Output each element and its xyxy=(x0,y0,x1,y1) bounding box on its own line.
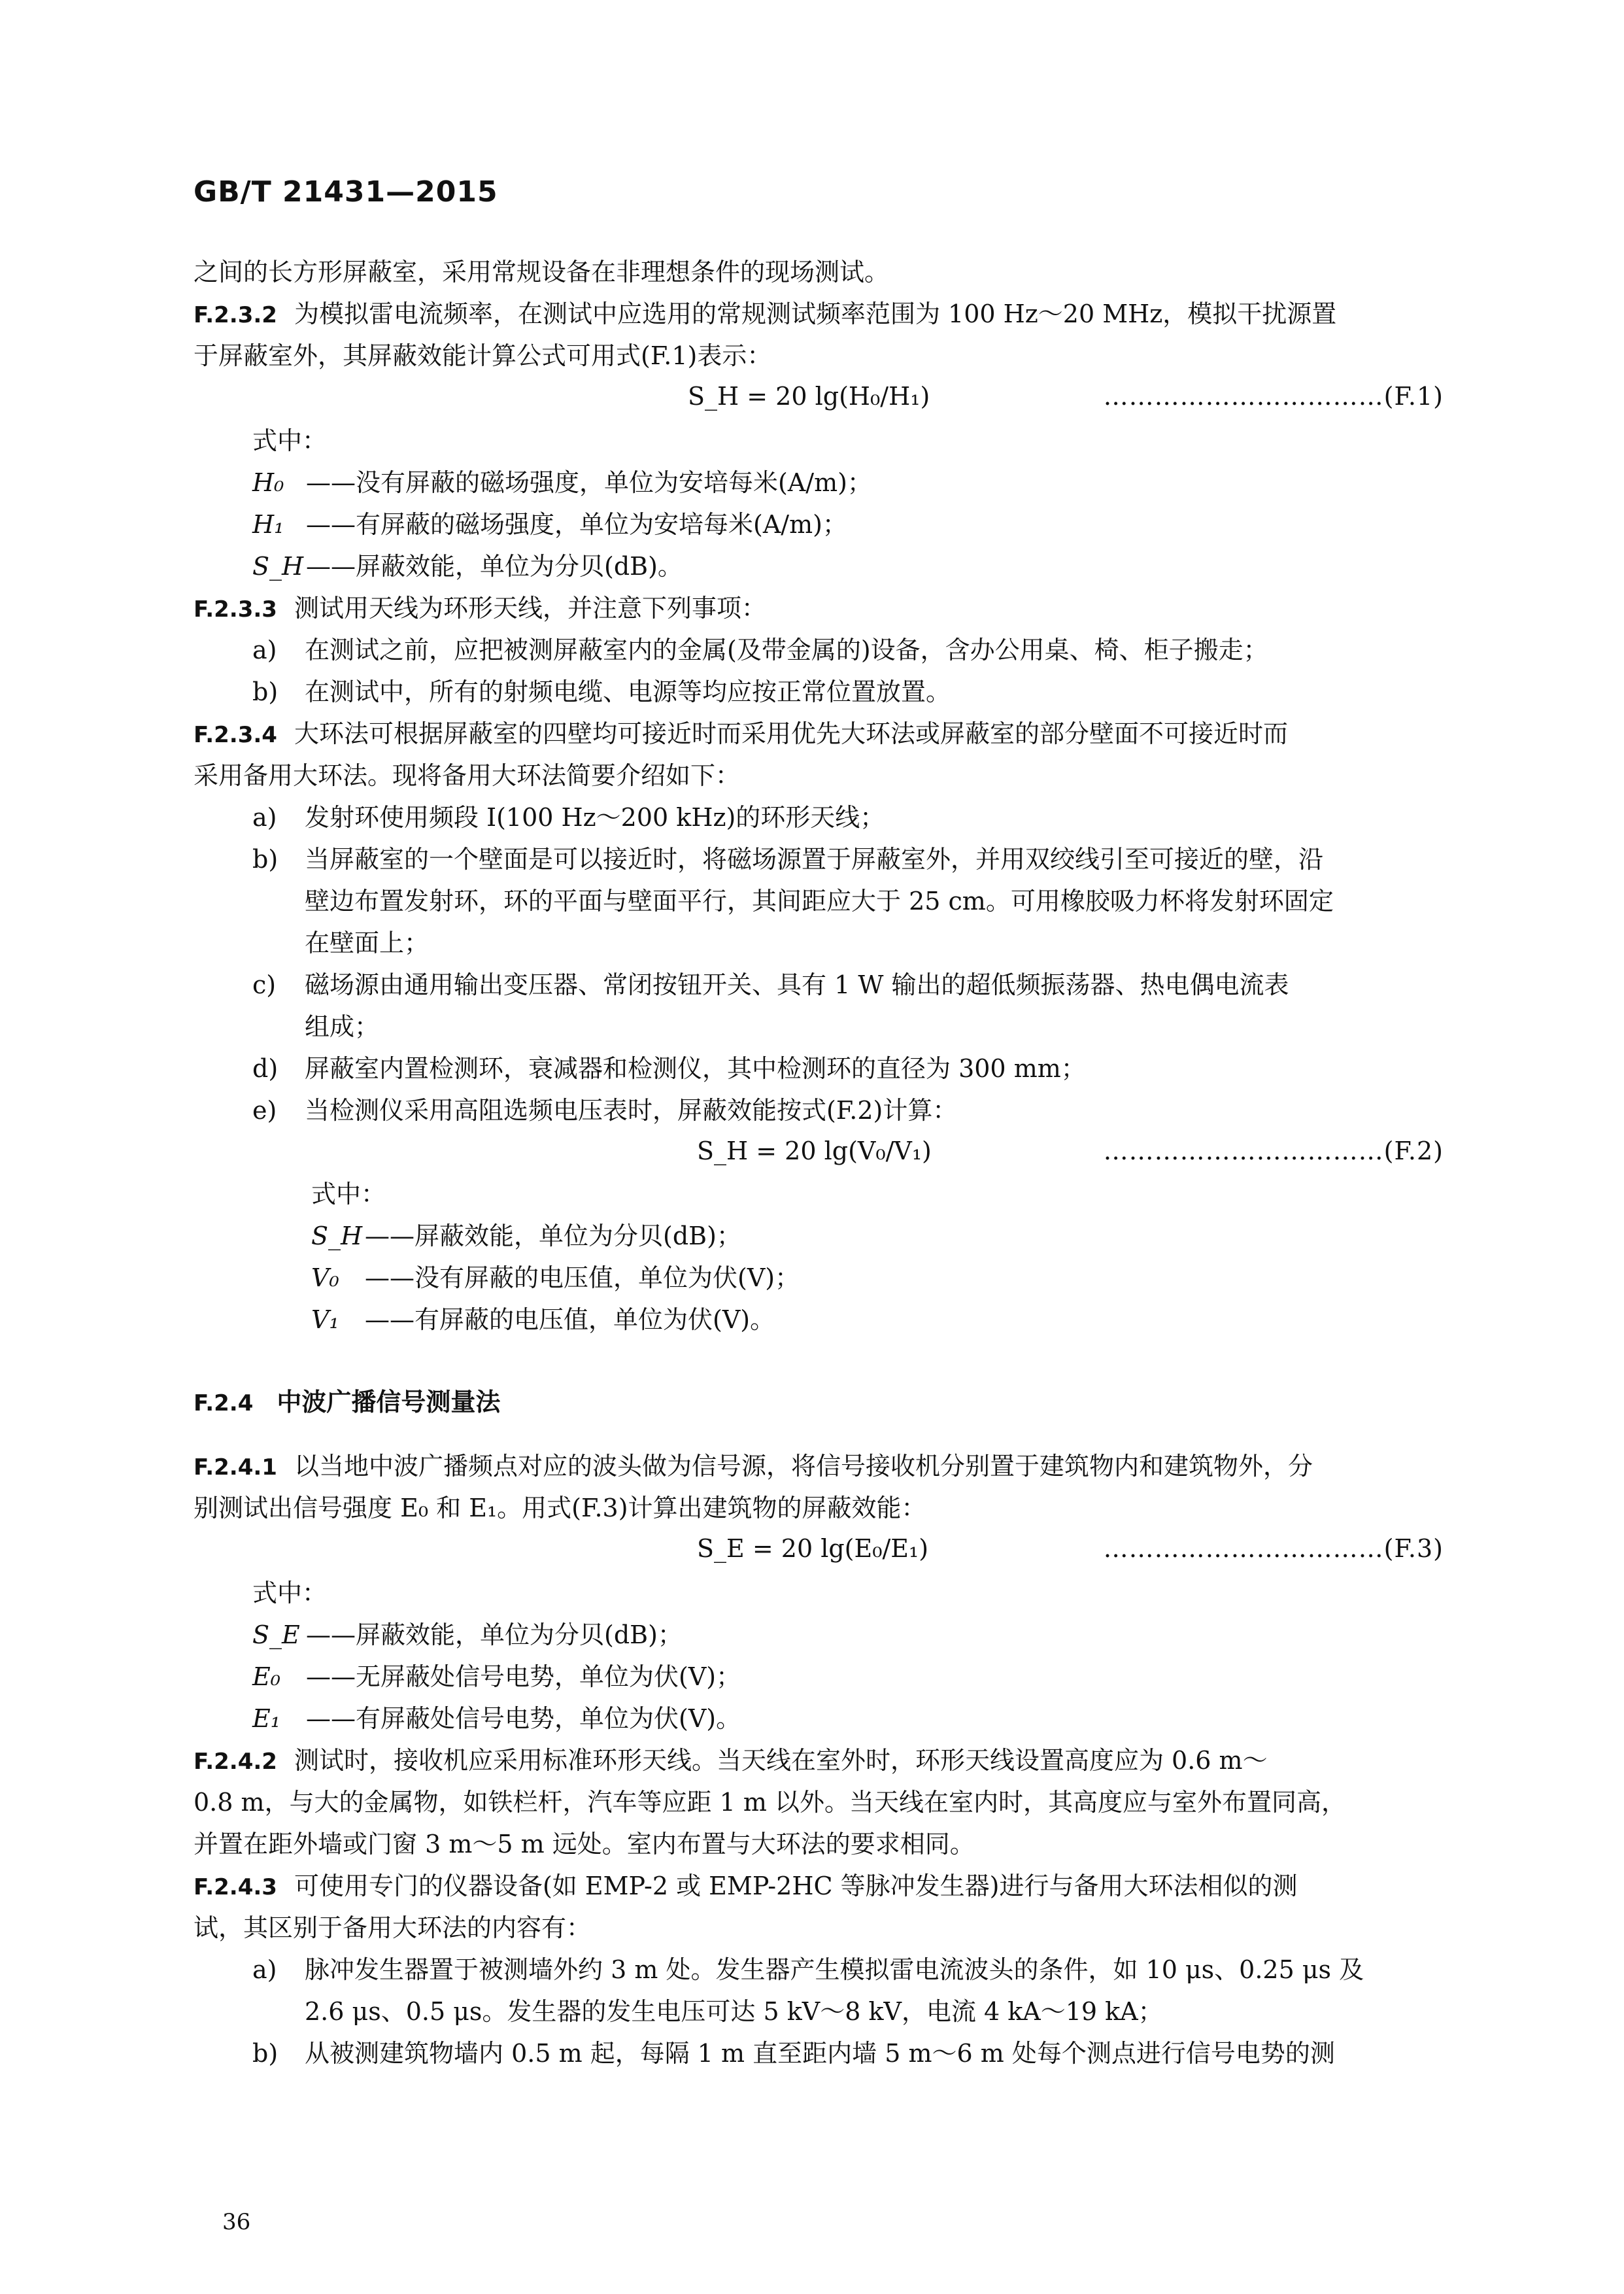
definition-line xyxy=(311,1257,1561,1299)
definition-line xyxy=(252,545,1502,587)
list-text: 从被测建筑物墙内 0.5 m 起，每隔 1 m 直至距内墙 5 m～6 m 处每个测点进行信号电势的测 xyxy=(305,2039,1335,2068)
list-marker: b) xyxy=(252,845,279,874)
list-text: 屏蔽室内置检测环，衰减器和检测仪，其中检测环的直径为 300 mm； xyxy=(305,1054,1086,1083)
definition-text: ——屏蔽效能，单位为分贝(dB)； xyxy=(365,1222,741,1250)
symbol: E₁ xyxy=(252,1704,280,1733)
formula-f1: S_H = 20 lg(H₀/H₁) xyxy=(688,382,930,411)
list-item xyxy=(252,964,1502,1006)
list-continuation: 壁边布置发射环，环的平面与壁面平行，其间距应大于 25 cm。可用橡胶吸力杯将发射环固定 xyxy=(305,887,1334,916)
symbol: S_E xyxy=(252,1620,300,1649)
definition-text: ——屏蔽效能，单位为分贝(dB)。 xyxy=(306,552,683,581)
symbol: V₁ xyxy=(311,1305,339,1334)
list-continuation: 2.6 μs、0.5 μs。发生器的发生电压可达 5 kV～8 kV，电流 4 kA～19 kA； xyxy=(305,1997,1163,2026)
list-marker: d) xyxy=(252,1054,279,1083)
definition-text: ——无屏蔽处信号电势，单位为伏(V)； xyxy=(306,1662,741,1691)
definition-line xyxy=(252,462,1502,504)
list-continuation: 在壁面上； xyxy=(305,929,430,957)
paragraph-line: 并置在距外墙或门窗 3 m～5 m 远处。室内布置与大环法的要求相同。 xyxy=(194,1830,975,1858)
paragraph-text: 为模拟雷电流频率，在测试中应选用的常规测试频率范围为 100 Hz～20 MHz，模拟干扰源置 xyxy=(294,300,1337,328)
list-item xyxy=(252,671,1502,713)
list-marker: a) xyxy=(252,636,277,664)
list-text: 发射环使用频段 I(100 Hz～200 kHz)的环形天线； xyxy=(305,803,885,832)
symbol: H₀ xyxy=(252,468,284,497)
list-marker: a) xyxy=(252,803,277,832)
list-text: 在测试之前，应把被测屏蔽室内的金属(及带金属的)设备，含办公用桌、椅、柜子搬走； xyxy=(305,636,1268,664)
clause-f243 xyxy=(194,1865,1444,1908)
list-marker: a) xyxy=(252,1955,277,1984)
list-item xyxy=(252,838,1502,880)
paragraph-line: 试，其区别于备用大环法的内容有： xyxy=(194,1913,592,1942)
clause-number: F.2.3.3 xyxy=(194,596,277,623)
paragraph-line: 采用备用大环法。现将备用大环法简要介绍如下： xyxy=(194,761,741,790)
list-marker: c) xyxy=(252,970,277,999)
clause-number: F.2.3.4 xyxy=(194,722,277,748)
definition-text: ——有屏蔽处信号电势，单位为伏(V)。 xyxy=(306,1704,741,1733)
where-label: 式中： xyxy=(252,426,328,455)
symbol: H₁ xyxy=(252,510,284,539)
clause-f241 xyxy=(194,1445,1444,1488)
where-label: 式中： xyxy=(252,1579,328,1607)
formula-f3: S_E = 20 lg(E₀/E₁) xyxy=(697,1534,929,1563)
equation-number: ……………………………(F.1) xyxy=(1103,382,1444,411)
symbol: V₀ xyxy=(311,1263,339,1292)
definition-line xyxy=(252,1656,1502,1698)
list-text: 磁场源由通用输出变压器、常闭按钮开关、具有 1 W 输出的超低频振荡器、热电偶电流表 xyxy=(305,970,1289,999)
clause-f233 xyxy=(194,587,1444,630)
clause-number: F.2.4.2 xyxy=(194,1749,277,1775)
paragraph-line: 于屏蔽室外，其屏蔽效能计算公式可用式(F.1)表示： xyxy=(194,341,772,370)
symbol: S_H xyxy=(252,552,304,581)
list-item xyxy=(252,796,1502,838)
definition-text: ——有屏蔽的磁场强度，单位为安培每米(A/m)； xyxy=(306,510,847,539)
list-item xyxy=(252,1089,1502,1131)
paragraph-line: 之间的长方形屏蔽室，采用常规设备在非理想条件的现场测试。 xyxy=(194,258,890,286)
list-item xyxy=(252,629,1502,671)
clause-f234 xyxy=(194,713,1444,756)
definition-line xyxy=(311,1299,1561,1341)
section-heading-f24 xyxy=(194,1381,500,1424)
definition-text: ——没有屏蔽的电压值，单位为伏(V)； xyxy=(365,1263,800,1292)
formula-f2: S_H = 20 lg(V₀/V₁) xyxy=(697,1137,932,1165)
list-text: 脉冲发生器置于被测墙外约 3 m 处。发生器产生模拟雷电流波头的条件，如 10 μs、0.25 μs 及 xyxy=(305,1955,1364,1984)
definition-line xyxy=(252,1698,1502,1739)
list-item xyxy=(252,2032,1502,2074)
list-continuation: 组成； xyxy=(305,1012,380,1041)
paragraph-text: 以当地中波广播频点对应的波头做为信号源，将信号接收机分别置于建筑物内和建筑物外，分 xyxy=(294,1452,1313,1481)
list-item xyxy=(252,1949,1502,1991)
definition-text: ——没有屏蔽的磁场强度，单位为安培每米(A/m)； xyxy=(306,468,872,497)
list-text: 当屏蔽室的一个壁面是可以接近时，将磁场源置于屏蔽室外，并用双绞线引至可接近的壁，沿 xyxy=(305,845,1324,874)
definition-line xyxy=(311,1215,1561,1257)
clause-f242 xyxy=(194,1739,1444,1783)
paragraph-line: 0.8 m，与大的金属物，如铁栏杆，汽车等应距 1 m 以外。当天线在室内时，其高度应与室外布置同高， xyxy=(194,1788,1346,1817)
definition-line xyxy=(252,1614,1502,1656)
clause-number: F.2.4.3 xyxy=(194,1874,277,1900)
paragraph-text: 测试时，接收机应采用标准环形天线。当天线在室外时，环形天线设置高度应为 0.6 m～ xyxy=(294,1746,1268,1775)
clause-f232 xyxy=(194,293,1444,336)
list-item xyxy=(252,1048,1502,1089)
paragraph-text: 测试用天线为环形天线，并注意下列事项： xyxy=(294,594,766,623)
paragraph-text: 大环法可根据屏蔽室的四壁均可接近时而采用优先大环法或屏蔽室的部分壁面不可接近时而 xyxy=(294,719,1288,748)
list-text: 在测试中，所有的射频电缆、电源等均应按正常位置放置。 xyxy=(305,677,951,706)
definition-line xyxy=(252,504,1502,545)
symbol: E₀ xyxy=(252,1662,280,1691)
equation-number: ……………………………(F.2) xyxy=(1103,1137,1444,1165)
section-number: F.2.4 xyxy=(194,1390,254,1416)
definition-text: ——屏蔽效能，单位为分贝(dB)； xyxy=(306,1620,683,1649)
paragraph-text: 可使用专门的仪器设备(如 EMP-2 或 EMP-2HC 等脉冲发生器)进行与备用大环法相似的测 xyxy=(294,1872,1298,1900)
symbol: S_H xyxy=(311,1222,363,1250)
definition-text: ——有屏蔽的电压值，单位为伏(V)。 xyxy=(365,1305,775,1334)
list-marker: e) xyxy=(252,1096,277,1125)
where-label: 式中： xyxy=(311,1180,386,1208)
section-title: 中波广播信号测量法 xyxy=(277,1388,501,1416)
clause-number: F.2.4.1 xyxy=(194,1454,277,1481)
page-number: 36 xyxy=(222,2209,251,2235)
clause-number: F.2.3.2 xyxy=(194,302,277,328)
list-marker: b) xyxy=(252,677,279,706)
list-marker: b) xyxy=(252,2039,279,2068)
equation-number: ……………………………(F.3) xyxy=(1103,1534,1444,1563)
list-text: 当检测仪采用高阻选频电压表时，屏蔽效能按式(F.2)计算： xyxy=(305,1096,958,1125)
paragraph-line: 别测试出信号强度 E₀ 和 E₁。用式(F.3)计算出建筑物的屏蔽效能： xyxy=(194,1494,926,1522)
standard-number: GB/T 21431—2015 xyxy=(194,175,498,209)
